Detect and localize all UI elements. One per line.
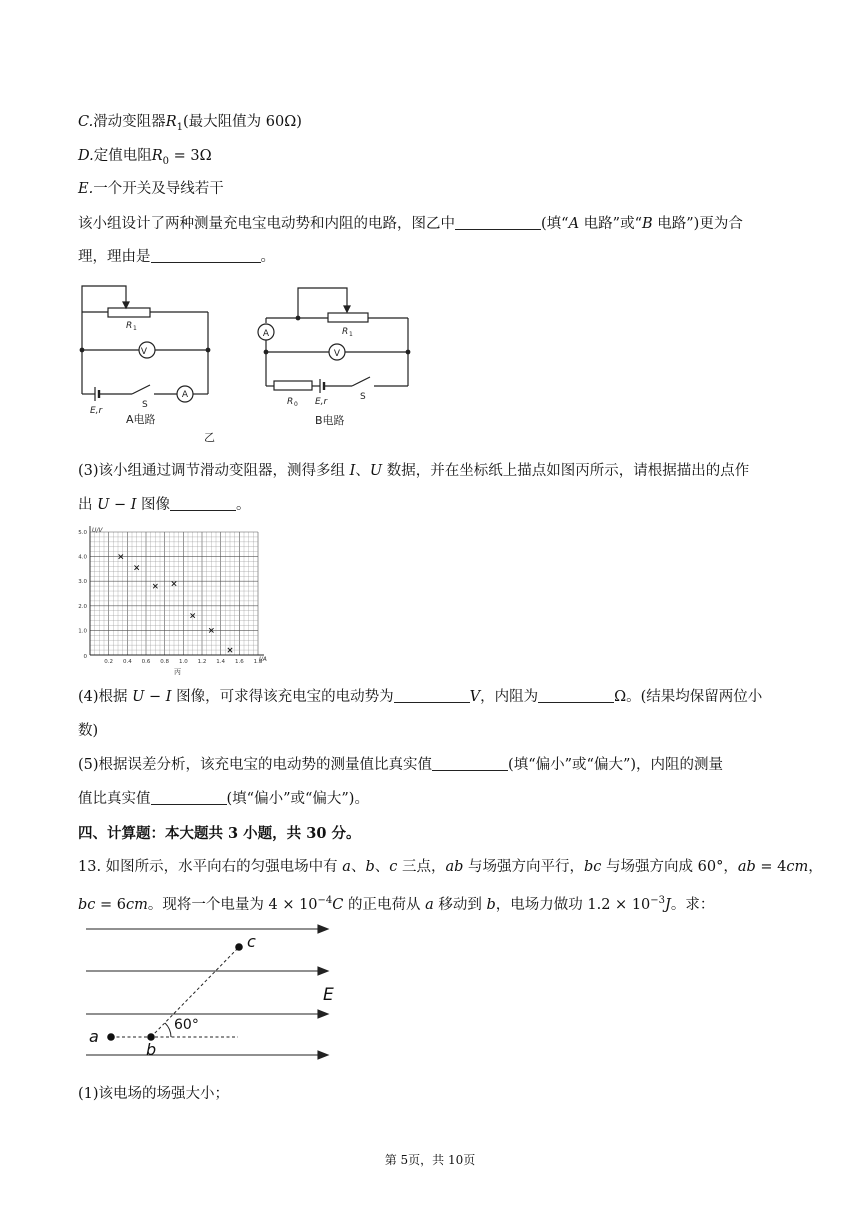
item-d-text: 定值电阻 bbox=[93, 148, 152, 164]
q13-sub-1 bbox=[78, 1085, 229, 1103]
x-tick-label: 0.4 bbox=[122, 659, 132, 665]
circuit-b-r1-label: R bbox=[342, 327, 349, 337]
q13-unit-cm-2: cm bbox=[126, 896, 148, 913]
item-c-tail: (最大阻值为 60Ω) bbox=[182, 114, 302, 130]
q4-prefix: (4)根据 bbox=[78, 689, 133, 705]
q13-sep-1: 、 bbox=[350, 859, 366, 875]
y-tick-label: 4.0 bbox=[78, 554, 87, 561]
q4-text-emf: 图像，可求得该充电宝的电动势为 bbox=[171, 689, 394, 705]
item-e-text: 一个开关及导线若干 bbox=[93, 181, 224, 197]
item-c-label: C. bbox=[78, 114, 94, 130]
q2-option-b: B bbox=[642, 216, 653, 232]
field-angle-label: 60° bbox=[174, 1017, 199, 1033]
q13-text-a: 13. 如图所示，水平向右的匀强电场中有 bbox=[78, 859, 343, 875]
q5-text-emf: (5)根据误差分析，该充电宝的电动势的测量值比真实值 bbox=[78, 757, 433, 773]
q13-point-c: c bbox=[389, 859, 398, 875]
chart-grid bbox=[90, 532, 258, 655]
q13-exponent-1: −4 bbox=[317, 895, 333, 906]
circuit-a-r1-sub: 1 bbox=[133, 325, 137, 332]
q13-segment-bc: bc bbox=[584, 859, 602, 875]
q2-line-1 bbox=[78, 215, 743, 233]
q13-text-j: 移动到 bbox=[433, 896, 487, 913]
ui-scatter-chart bbox=[70, 520, 280, 680]
answer-blank-reason[interactable] bbox=[151, 248, 261, 263]
y-tick-label: 1.0 bbox=[78, 628, 87, 635]
figure-label-yi: 乙 bbox=[204, 431, 215, 442]
circuit-b-source-label: E,r bbox=[315, 397, 328, 407]
field-point-c-label: c bbox=[247, 932, 256, 951]
q13-text-f: ， bbox=[808, 859, 823, 875]
q13-sub-1-text: (1)该电场的场强大小； bbox=[78, 1086, 230, 1102]
chart-ticks bbox=[78, 530, 263, 665]
q13-text-k: ，电场力做功 1.2 × 10 bbox=[495, 896, 651, 913]
q4-line2-text: 数) bbox=[78, 723, 99, 739]
circuit-a-caption: A电路 bbox=[126, 413, 156, 426]
q4-ui-expression: U − I bbox=[132, 689, 172, 705]
origin-label: 0 bbox=[83, 654, 87, 660]
q3-text-tail: 数据，并在坐标纸上描点如图丙所示，请根据描出的点作 bbox=[382, 463, 750, 479]
chart-points bbox=[119, 554, 233, 652]
q4-text-resistance: ，内阻为 bbox=[480, 689, 539, 705]
x-tick-label: 1.2 bbox=[197, 659, 207, 665]
q3-period: 。 bbox=[236, 497, 251, 513]
x-tick-label: 1.0 bbox=[178, 659, 188, 665]
circuit-b-r1-sub: 1 bbox=[349, 331, 353, 338]
circuit-b-switch-label: S bbox=[360, 392, 366, 402]
q5-line-2 bbox=[78, 790, 369, 808]
q4-unit-volt: V bbox=[469, 689, 481, 705]
circuit-b-voltmeter-label: V bbox=[333, 349, 341, 359]
item-d-symbol: R bbox=[151, 148, 163, 164]
q5-line-1 bbox=[78, 756, 723, 774]
item-d-subscript: 0 bbox=[162, 155, 170, 167]
q5-text-options: (填“偏小”或“偏大”)，内阻的测量 bbox=[508, 757, 724, 773]
answer-blank-resistance-error[interactable] bbox=[151, 790, 227, 805]
q13-unit-cm-1: cm bbox=[786, 859, 809, 875]
field-e-label: E bbox=[323, 985, 334, 1005]
q2-line-2 bbox=[78, 248, 275, 266]
x-tick-label: 1.8 bbox=[253, 659, 263, 665]
q13-text-b: 三点， bbox=[397, 859, 446, 875]
q3-current-symbol: I bbox=[349, 463, 356, 479]
q2-period: 。 bbox=[260, 249, 275, 265]
q13-unit-joule: J bbox=[665, 896, 671, 913]
q13-text-d: 与场强方向成 60°， bbox=[601, 859, 738, 875]
answer-blank-emf-error[interactable] bbox=[432, 756, 508, 771]
field-point-b-label: b bbox=[146, 1040, 157, 1059]
item-e-label: E. bbox=[78, 181, 94, 197]
q4-text-tail: Ω。(结果均保留两位小 bbox=[614, 689, 763, 705]
q13-exponent-2: −3 bbox=[650, 895, 666, 906]
chart-axes bbox=[90, 526, 264, 655]
circuit-a-source-label: E,r bbox=[90, 406, 103, 416]
chart-y-axis-label: U/V bbox=[92, 527, 103, 534]
item-c-symbol: R bbox=[165, 114, 177, 130]
q13-text-c: 与场强方向平行， bbox=[463, 859, 585, 875]
q5-text-options-2: (填“偏小”或“偏大”)。 bbox=[226, 791, 369, 807]
answer-blank-emf[interactable] bbox=[394, 688, 470, 703]
x-tick-label: 0.6 bbox=[141, 659, 151, 665]
q3-line2-prefix: 出 bbox=[78, 497, 98, 513]
q4-line-1 bbox=[78, 688, 762, 706]
x-tick-label: 1.4 bbox=[216, 659, 226, 665]
page-footer: 第 5页，共 10页 bbox=[384, 1153, 476, 1167]
q2-text-d: 电路”)更为合 bbox=[652, 216, 743, 232]
q3-ui-expression: U − I bbox=[97, 497, 137, 513]
q3-separator: 、 bbox=[355, 463, 370, 479]
q13-unit-coulomb: C bbox=[332, 896, 344, 913]
circuit-a-voltmeter-label: V bbox=[140, 347, 148, 357]
q2-text-a: 该小组设计了两种测量充电宝电动势和内阻的电路，图乙中 bbox=[78, 216, 455, 232]
electric-field-diagram bbox=[78, 915, 348, 1065]
q13-line-1 bbox=[78, 858, 823, 876]
q13-line-2 bbox=[78, 892, 714, 914]
item-c-text: 滑动变阻器 bbox=[93, 114, 166, 130]
x-tick-label: 1.6 bbox=[234, 659, 244, 665]
circuit-b-caption: B电路 bbox=[315, 414, 345, 427]
field-point-a-label: a bbox=[89, 1027, 99, 1046]
q13-point-b: b bbox=[365, 859, 375, 875]
q13-text-h: 。现将一个电量为 4 × 10 bbox=[147, 896, 318, 913]
circuit-a-ammeter-label: A bbox=[181, 390, 189, 400]
chart-x-axis-label: I/A bbox=[259, 656, 267, 663]
q13-segment-ab-2: ab bbox=[737, 859, 756, 875]
q13-text-g: = 6 bbox=[95, 896, 126, 913]
answer-blank-graph[interactable] bbox=[170, 496, 236, 511]
q13-segment-ab: ab bbox=[445, 859, 464, 875]
q13-text-i: 的正电荷从 bbox=[343, 896, 426, 913]
circuit-a-r1-label: R bbox=[126, 321, 133, 331]
section-heading bbox=[78, 825, 360, 843]
y-tick-label: 5.0 bbox=[78, 530, 87, 536]
q13-segment-bc-2: bc bbox=[78, 896, 96, 913]
q3-line-1 bbox=[78, 462, 749, 480]
circuit-b-r0-label: R bbox=[287, 397, 294, 407]
answer-blank-circuit[interactable] bbox=[455, 215, 541, 230]
q13-point-a-2: a bbox=[425, 896, 434, 913]
q4-line-2 bbox=[78, 722, 98, 740]
circuit-b-r0-sub: 0 bbox=[294, 401, 298, 408]
q13-point-b-2: b bbox=[486, 896, 496, 913]
item-d-label: D. bbox=[78, 148, 94, 164]
item-d-tail: = 3Ω bbox=[169, 148, 212, 164]
item-c-subscript: 1 bbox=[176, 121, 183, 133]
item-e bbox=[78, 180, 224, 198]
y-tick-label: 2.0 bbox=[78, 603, 87, 610]
circuit-b-ammeter-label: A bbox=[262, 329, 270, 339]
q2-reason-text: 理，理由是 bbox=[78, 249, 151, 265]
q13-text-e: = 4 bbox=[755, 859, 787, 875]
item-d bbox=[78, 147, 212, 171]
y-tick-label: 3.0 bbox=[78, 579, 87, 586]
x-tick-label: 0.8 bbox=[160, 659, 170, 665]
q2-option-a: A bbox=[568, 216, 580, 232]
x-tick-label: 0.2 bbox=[104, 659, 114, 665]
q5-text-resistance: 值比真实值 bbox=[78, 791, 151, 807]
q3-text: (3)该小组通过调节滑动变阻器，测得多组 bbox=[78, 463, 350, 479]
section-title: 四、计算题：本大题共 3 小题，共 30 分。 bbox=[78, 825, 361, 842]
item-c bbox=[78, 113, 302, 137]
q3-line2-text: 图像 bbox=[136, 497, 171, 513]
q2-text-b: (填“ bbox=[541, 216, 569, 232]
q3-voltage-symbol: U bbox=[369, 463, 383, 479]
answer-blank-resistance[interactable] bbox=[538, 688, 614, 703]
q13-point-a: a bbox=[342, 859, 351, 875]
q3-line-2 bbox=[78, 496, 251, 514]
q13-sep-2: 、 bbox=[374, 859, 390, 875]
figure-label-bing: 丙 bbox=[174, 668, 181, 676]
circuit-diagrams bbox=[70, 282, 430, 442]
q13-text-l: 。求： bbox=[670, 896, 715, 913]
circuit-a-switch-label: S bbox=[142, 400, 148, 410]
q2-text-c: 电路”或“ bbox=[579, 216, 642, 232]
